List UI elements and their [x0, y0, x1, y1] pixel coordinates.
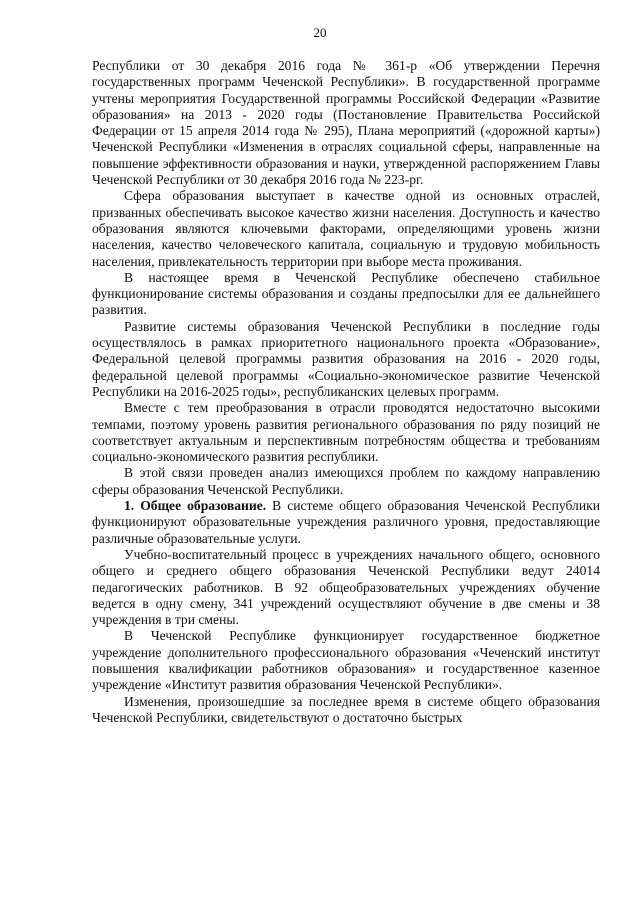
paragraph-9: В Чеченской Республике функционирует государственное бюджетное учреждение дополнительного профессионального образования «Чеченский институт повышения квалификации работников образования» и государственное казенное учреждение «Институт развития образования Чеченской Республики». [92, 628, 600, 693]
section-heading-general-education: 1. Общее образование. [124, 498, 267, 514]
page-number: 20 [313, 25, 327, 40]
paragraph-3: В настоящее время в Чеченской Республике обеспечено стабильное функционирование системы образования и созданы предпосылки для ее дальнейшего развития. [92, 269, 600, 318]
paragraph-6: В этой связи проведен анализ имеющихся проблем по каждому направлению сферы образования Чеченской Республики. [92, 465, 600, 497]
paragraph-8: Учебно-воспитательный процесс в учреждениях начального общего, основного общего и среднего общего образования Чеченской Республики ведут 24014 педагогических работников. В 92 общеобразовательных учреждениях обучение ведется в одну смену, 341 учреждений осуществляют обучение в две смены и 38 учреждения в три смены. [92, 546, 600, 628]
paragraph-4: Развитие системы образования Чеченской Республики в последние годы осуществлялось в рамках приоритетного национального проекта «Образование», Федеральной целевой программы развития образования на 2016 - 2020 годы, федеральной целевой программы «Социально-экономическое развитие Чеченской Республики на 2016-2025 годы», республиканских целевых программ. [92, 318, 600, 399]
paragraph-1: Республики от 30 декабря 2016 года № 361-р «Об утверждении Перечня государственных программ Чеченской Республики». В государственной программе учтены мероприятия Государственной программы Российской Федерации «Развитие образования» на 2013 - 2020 годы (Постановление Правительства Российской Федерации от 15 апреля 2014 года № 295), Плана мероприятий («дорожной карты») Чеченской Республики «Изменения в отраслях социальной сферы, направленные на повышение эффективности образования и науки, утвержденной распоряжением Главы Чеченской Республики от 30 декабря 2016 года № 223-рг. [92, 58, 600, 188]
paragraph-5: Вместе с тем преобразования в отрасли проводятся недостаточно высокими темпами, поэтому уровень развития регионального образования по ряду позиций не соответствует актуальным и перспективным потребностям общества и требованиям социально-экономического развития республики. [92, 400, 600, 465]
document-body [92, 58, 600, 726]
paragraph-7 [92, 498, 600, 547]
paragraph-7-text: В системе общего образования Чеченской Республики функционируют образовательные учреждения различного уровня, предоставляющие различные образовательные услуги. [92, 498, 600, 546]
paragraph-2: Сфера образования выступает в качестве одной из основных отраслей, призванных обеспечивать высокое качество жизни населения. Доступность и качество образования являются ключевыми факторами, определяющими уровень жизни населения, качество человеческого капитала, социальную и трудовую мобильность населения, привлекательность территории при выборе места проживания. [92, 188, 600, 269]
paragraph-10: Изменения, произошедшие за последнее время в системе общего образования Чеченской Республики, свидетельствуют о достаточно быстрых [92, 693, 600, 725]
